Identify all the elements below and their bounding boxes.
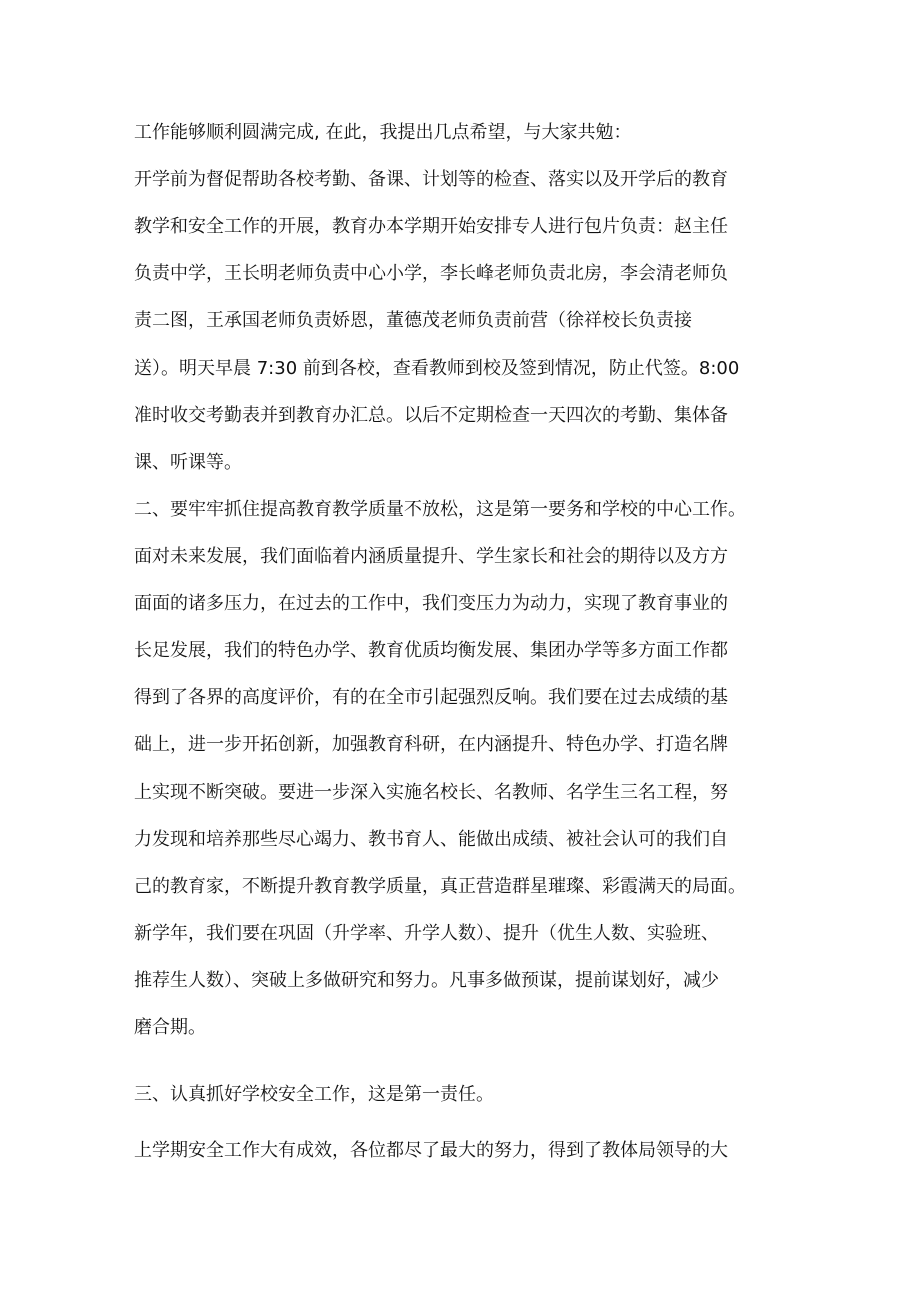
text-line: 面面的诸多压力，在过去的工作中，我们变压力为动力，实现了教育事业的 [134, 593, 728, 614]
section-heading: 二、要牢牢抓住提高教育教学质量不放松，这是第一要务和学校的中心工作。 [134, 499, 746, 520]
text-line: 上实现不断突破。要进一步深入实施名校长、名教师、名学生三名工程，努 [134, 782, 728, 803]
text-line: 责二图，王承国老师负责娇恩，董德茂老师负责前营（徐祥校长负责接 [134, 310, 692, 331]
section-heading: 三、认真抓好学校安全工作，这是第一责任。 [134, 1084, 494, 1105]
text-line: 新学年，我们要在巩固（升学率、升学人数）、提升（优生人数、实验班、 [134, 923, 719, 944]
text-line: 上学期安全工作大有成效，各位都尽了最大的努力，得到了教体局领导的大 [134, 1140, 728, 1161]
text-line: 课、听课等。 [134, 452, 242, 473]
text-line: 推荐生人数）、突破上多做研究和努力。凡事多做预谋，提前谋划好，减少 [134, 970, 719, 991]
text-line: 开学前为督促帮助各校考勤、备课、计划等的检查、落实以及开学后的教育 [134, 169, 728, 190]
text-line: 磨合期。 [134, 1017, 206, 1038]
text-line: 负责中学，王长明老师负责中心小学，李长峰老师负责北房，李会清老师负 [134, 263, 728, 284]
text-line: 面对未来发展，我们面临着内涵质量提升、学生家长和社会的期待以及方方 [134, 546, 728, 567]
text-line: 送）。明天早晨 7:30 前到各校，查看教师到校及签到情况，防止代签。8:00 [134, 358, 740, 379]
text-line: 教学和安全工作的开展，教育办本学期开始安排专人进行包片负责：赵主任 [134, 216, 728, 237]
text-line: 工作能够顺利圆满完成, 在此，我提出几点希望，与大家共勉： [134, 122, 632, 143]
text-line: 己的教育家，不断提升教育教学质量，真正营造群星璀璨、彩霞满天的局面。 [134, 876, 746, 897]
text-line: 力发现和培养那些尽心竭力、教书育人、能做出成绩、被社会认可的我们自 [134, 829, 728, 850]
text-line: 准时收交考勤表并到教育办汇总。以后不定期检查一天四次的考勤、集体备 [134, 405, 728, 426]
text-line: 得到了各界的高度评价，有的在全市引起强烈反响。我们要在过去成绩的基 [134, 687, 728, 708]
text-line: 础上，进一步开拓创新，加强教育科研，在内涵提升、特色办学、打造名牌 [134, 734, 728, 755]
text-line: 长足发展，我们的特色办学、教育优质均衡发展、集团办学等多方面工作都 [134, 640, 728, 661]
